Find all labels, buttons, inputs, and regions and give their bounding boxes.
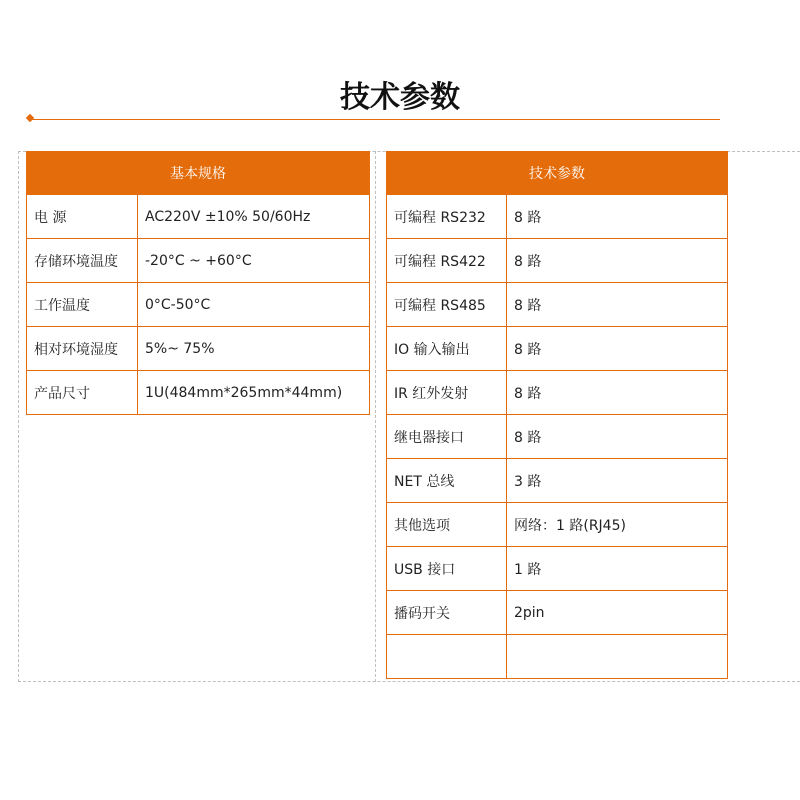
table-row	[27, 239, 370, 283]
row-value: 1 路	[507, 547, 728, 591]
row-value: 1U(484mm*265mm*44mm)	[138, 371, 370, 415]
table-row	[387, 327, 728, 371]
row-label: 相对环境湿度	[27, 327, 138, 371]
row-value: -20°C ~ +60°C	[138, 239, 370, 283]
row-value: 网络：1 路(RJ45)	[507, 503, 728, 547]
row-label: 其他选项	[387, 503, 507, 547]
dashed-column-divider	[375, 151, 377, 682]
row-value: 8 路	[507, 195, 728, 239]
row-label: 存储环境温度	[27, 239, 138, 283]
row-label: 播码开关	[387, 591, 507, 635]
row-value: 8 路	[507, 371, 728, 415]
tech-param-table	[386, 151, 728, 679]
row-value: 8 路	[507, 239, 728, 283]
row-label: USB 接口	[387, 547, 507, 591]
row-label: 可编程 RS422	[387, 239, 507, 283]
table-row	[387, 283, 728, 327]
row-label	[387, 635, 507, 679]
tech-table-header: 技术参数	[387, 152, 728, 195]
row-label: 可编程 RS485	[387, 283, 507, 327]
table-row	[387, 459, 728, 503]
table-row	[387, 239, 728, 283]
row-value: 3 路	[507, 459, 728, 503]
row-label: 产品尺寸	[27, 371, 138, 415]
table-row	[27, 371, 370, 415]
table-row	[387, 371, 728, 415]
row-value: 5%~ 75%	[138, 327, 370, 371]
row-label: IO 输入输出	[387, 327, 507, 371]
table-row	[27, 195, 370, 239]
row-value: 0°C-50°C	[138, 283, 370, 327]
row-value: AC220V ±10% 50/60Hz	[138, 195, 370, 239]
row-label: 继电器接口	[387, 415, 507, 459]
row-label: 工作温度	[27, 283, 138, 327]
spec-table-header: 基本规格	[27, 152, 370, 195]
table-row	[387, 635, 728, 679]
page-title: 技术参数	[340, 80, 460, 115]
table-row	[27, 327, 370, 371]
table-row	[387, 503, 728, 547]
row-label: 可编程 RS232	[387, 195, 507, 239]
title-rule	[31, 119, 720, 120]
table-row	[387, 195, 728, 239]
table-header-row	[27, 152, 370, 195]
row-value	[507, 635, 728, 679]
row-label: IR 红外发射	[387, 371, 507, 415]
row-value: 8 路	[507, 283, 728, 327]
row-value: 8 路	[507, 327, 728, 371]
row-value: 2pin	[507, 591, 728, 635]
row-label: 电 源	[27, 195, 138, 239]
basic-spec-table	[26, 151, 370, 415]
table-row	[387, 415, 728, 459]
table-row	[387, 547, 728, 591]
row-label: NET 总线	[387, 459, 507, 503]
table-row	[387, 591, 728, 635]
row-value: 8 路	[507, 415, 728, 459]
table-row	[27, 283, 370, 327]
table-header-row	[387, 152, 728, 195]
